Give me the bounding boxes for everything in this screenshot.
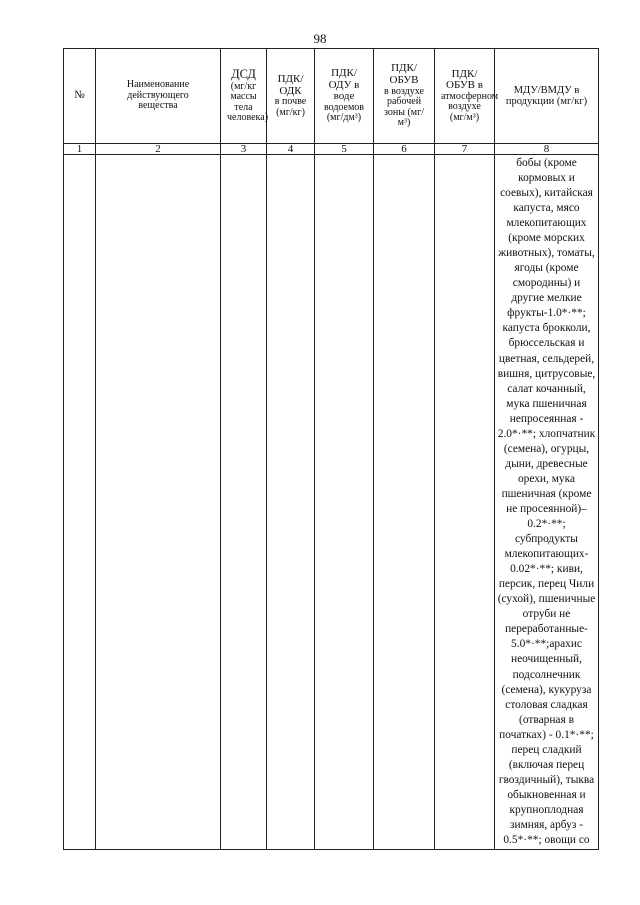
column-number: 5 (315, 144, 374, 155)
cell-mrl-products: бобы (кроме кормовых и соевых), китайская капуста, мясо млекопитающих (кроме морских животных), томаты, ягоды (кроме смородины) и другие мелкие фрукты-1.0*·**; капуста брокколи, брюссельская и цветная, сельдерей, вишня, цитрусовые, салат кочанный, мука пшеничная непросеянная - 2.0*·**; хлопчатник (семена), огурцы, дыни, древесные орехи, мука пшеничная (кроме не просеянной)– 0.2*·**; субпродукты млекопитающих- 0.02*·**; киви, персик, перец Чили (сухой), пшеничные отруби не переработанные- 5.0*·**;арахис неочищенный, подсолнечник (семена), кукуруза столовая сладкая (отварная в початках) - 0.1*·**; перец сладкий (включая перец гвоздичный), тыква обыкновенная и крупноплодная зимняя, арбуз - 0.5*·**; овощи со (495, 155, 599, 850)
column-number: 1 (64, 144, 96, 155)
column-number: 6 (374, 144, 435, 155)
column-number: 2 (96, 144, 221, 155)
cell-number (64, 155, 96, 850)
cell-substance-name (96, 155, 221, 850)
header-atmospheric-air-limit: ПДК/ ОБУВ в атмосферном воздухе (мг/м³) (435, 49, 495, 144)
header-mrl-in-products: МДУ/ВМДУ в продукции (мг/кг) (495, 49, 599, 144)
table-row (64, 155, 599, 850)
column-number: 8 (495, 144, 599, 155)
header-substance-name: Наименование действующего вещества (96, 49, 221, 144)
column-number: 7 (435, 144, 495, 155)
column-number-row (64, 144, 599, 155)
header-soil-limit: ПДК/ ОДК в почве (мг/кг) (267, 49, 315, 144)
cell-water-limit (315, 155, 374, 850)
cell-soil-limit (267, 155, 315, 850)
regulation-table (63, 48, 599, 850)
header-dsd: ДСД (мг/кг массы тела человека) (221, 49, 267, 144)
header-workplace-air-limit: ПДК/ ОБУВ в воздухе рабочей зоны (мг/м³) (374, 49, 435, 144)
page-number: 98 (313, 31, 327, 46)
header-row (64, 49, 599, 144)
cell-workplace-air-limit (374, 155, 435, 850)
header-number: № (64, 49, 96, 144)
column-number: 3 (221, 144, 267, 155)
header-water-limit: ПДК/ ОДУ в воде водоемов (мг/дм³) (315, 49, 374, 144)
cell-atmospheric-air-limit (435, 155, 495, 850)
cell-dsd (221, 155, 267, 850)
column-number: 4 (267, 144, 315, 155)
